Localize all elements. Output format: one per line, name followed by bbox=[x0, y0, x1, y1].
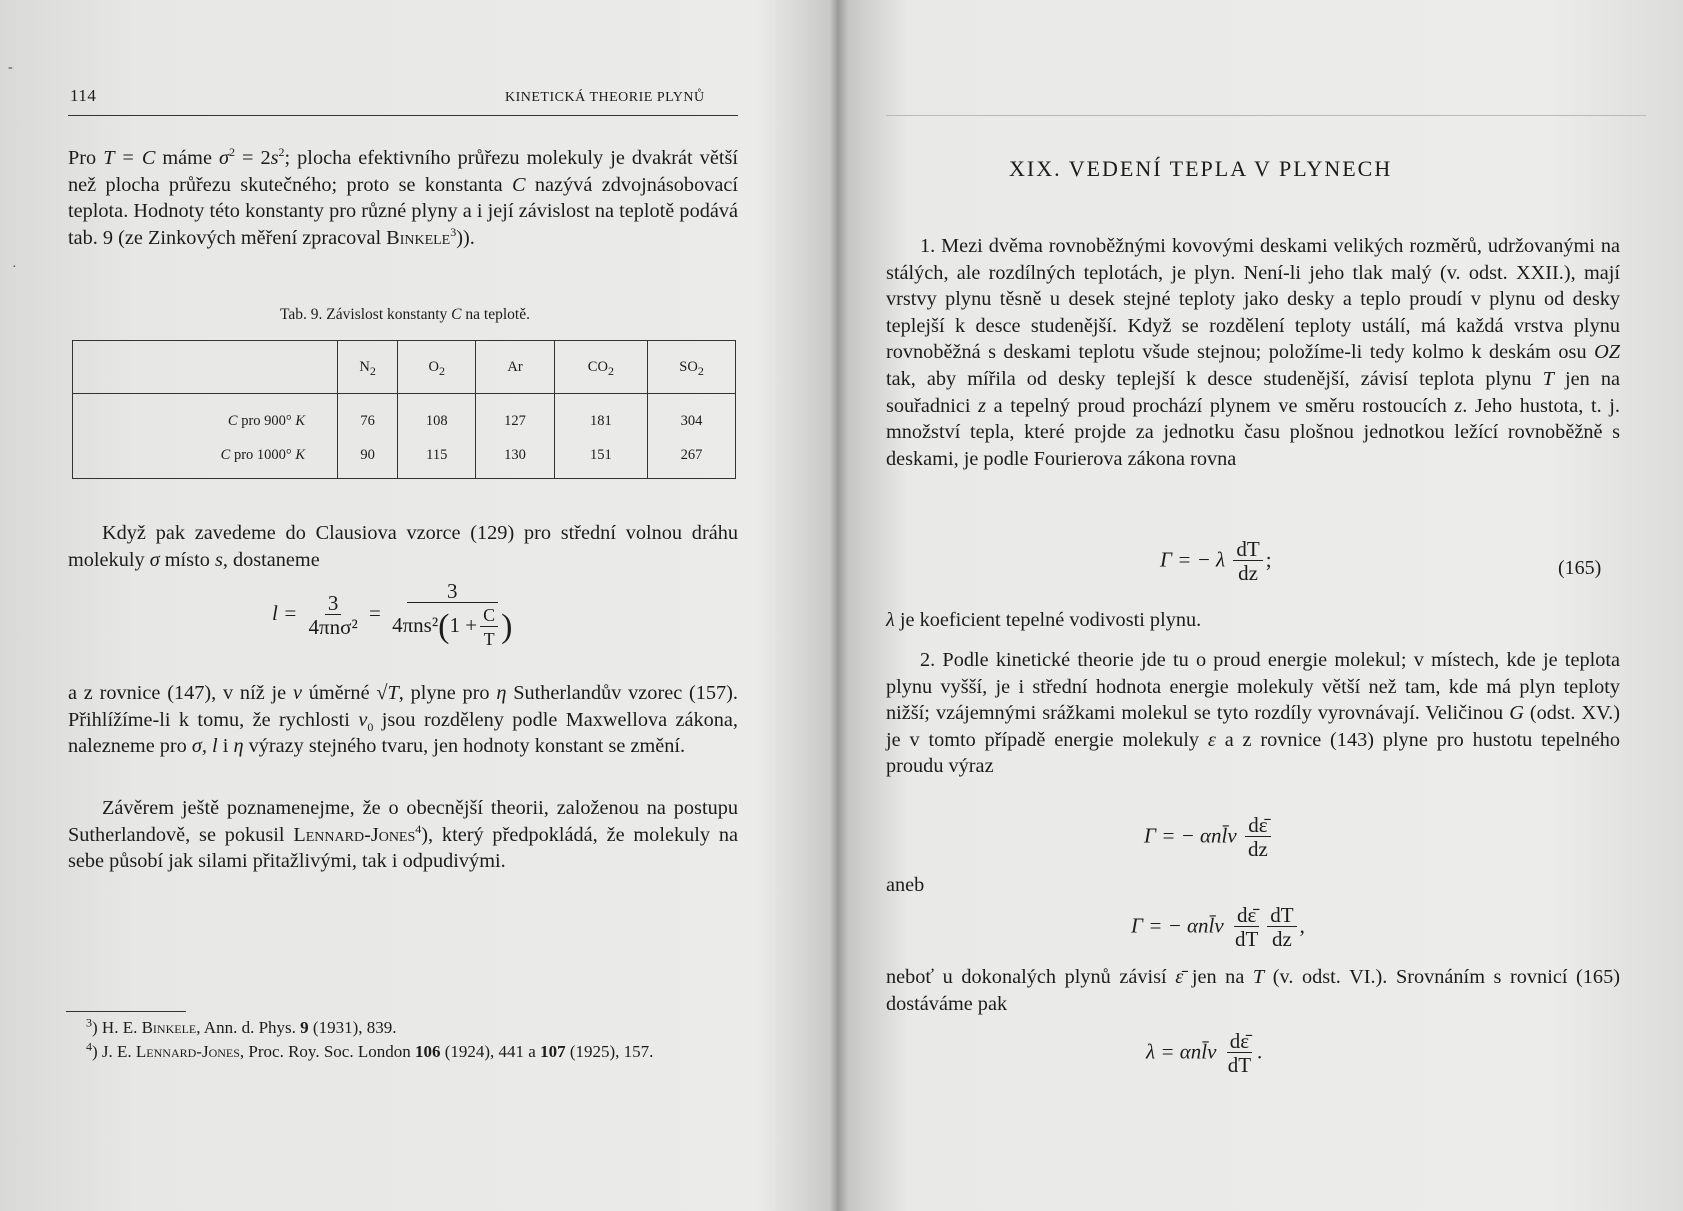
footnote: $^3$) H. E. Binkele, Ann. d. Phys. 9 (1931), 839. bbox=[86, 1015, 397, 1037]
table-header-cell: $N_2$ bbox=[338, 341, 398, 394]
constant-table bbox=[72, 340, 736, 479]
lambda-definition: λ je koeficient tepelné vodivosti plynu. bbox=[886, 609, 1202, 631]
paragraph-fourier: 1. Mezi dvěma rovnoběžnými kovovými deskami velikých rozměrů, udržovanými na stálých, ale rozdílných teplotách, je plyn. Není-li jeho tlak malý (v. odst. XXII.), mají vrstvy plynu těsně u desek stejné teploty jako desky a teplo proudí v plynu od desky teplejší k desce studenější. Když se rozdělení teploty ustálí, má každá vrstva plynu rovnoběžná s deskami teplotu všude stejnou; položíme-li tedy kolmo k deskám osu OZ tak, aby mířila od desky teplejší k desce studenější, závisí teplota plynu T jen na souřadnici z a tepelný proud prochází plynem ve směru rostoucích z. Jeho hustota, t. j. množství tepla, které projde za jednotku času plošnou jednotkou ležící rovnoběžně s deskami, je podle Fourierova zákona rovna bbox=[886, 235, 1620, 470]
table-cell: 151 bbox=[554, 438, 647, 479]
footnote-rule bbox=[66, 1011, 186, 1012]
table-row bbox=[73, 438, 736, 479]
equation-flux: Γ = − αnl̄v $\frac{d\varepsilon̄}{dz}$ bbox=[1144, 814, 1274, 861]
table-cell: 90 bbox=[338, 438, 398, 479]
table-cell: 304 bbox=[648, 394, 736, 439]
table-header-cell: $SO_2$ bbox=[648, 341, 736, 394]
footnote: $^4$) J. E. Lennard-Jones, Proc. Roy. Soc. London 106 (1924), 441 a 107 (1925), 157. bbox=[86, 1039, 654, 1061]
table-cell: 76 bbox=[338, 394, 398, 439]
paragraph-kinetic: 2. Podle kinetické theorie jde tu o proud energie molekul; v místech, kde je teplota plynu vyšší, je i střední hodnota energie molekuly větší než tam, kde má plyn teploty nižší; vzájemnými srážkami molekul se tyto rozdíly vyrovnávají. Veličinou G (odst. XV.) je v tomto případě energie molekuly ε a z rovnice (143) plyne pro hustotu tepelného proudu výraz bbox=[886, 649, 1621, 778]
right-page bbox=[826, 0, 1683, 1211]
equation-flux-chain: Γ = − αnl̄v $\frac{d\varepsilon̄}{dT}$ $\frac{dT}{dz}$ , bbox=[1131, 903, 1305, 951]
table-caption: Tab. 9. Závislost konstanty C na teplotě. bbox=[280, 306, 530, 323]
table-header-cell: $CO_2$ bbox=[554, 341, 647, 394]
table-cell: 115 bbox=[398, 438, 476, 479]
word-aneb: aneb bbox=[886, 874, 925, 896]
paragraph-sutherland: a z rovnice (147), v níž je v úměrné √T, plyne pro η Sutherlandův vzorec (157). Přihlížíme-li k tomu, že rychlosti $v_0$ jsou rozděleny podle Maxwellova zákona, nalezneme pro σ, l i η výrazy stejného tvaru, jen hodnoty konstant se změní. bbox=[68, 682, 738, 758]
equation-165: Γ = − λ $\frac{dT}{dz}$ ; bbox=[1160, 537, 1272, 585]
table-corner bbox=[73, 341, 338, 394]
table-row bbox=[73, 394, 736, 439]
table-cell: 130 bbox=[476, 438, 554, 479]
table-header-cell: $O_2$ bbox=[398, 341, 476, 394]
table-cell: 127 bbox=[476, 394, 554, 439]
left-page bbox=[0, 0, 816, 1211]
paragraph-intro: Pro T = C máme $\sigma^2 = 2s^2$; plocha efektivního průřezu molekuly je dvakrát větší než plocha průřezu skutečného; proto se konstanta C nazývá zdvojnásobovací teplota. Hodnoty této konstanty pro různé plyny a i její závislost na teplotě podává tab. 9 (ze Zinkových měření zpracoval Binkele$^3$)). bbox=[68, 145, 738, 249]
table-header-cell: Ar bbox=[476, 341, 554, 394]
paragraph-clausius: Když pak zavedeme do Clausiova vzorce (129) pro střední volnou dráhu molekuly σ místo s, dostaneme bbox=[68, 522, 738, 571]
equation-free-path: l = $\frac{3}{\text{4πnσ²}}$ = 3 4πns²(1 + $\frac{C}{T}$ ) bbox=[272, 579, 513, 649]
header-rule bbox=[68, 115, 738, 116]
running-head: KINETICKÁ THEORIE PLYNŮ bbox=[505, 90, 705, 105]
table-row-label: C pro 900° K bbox=[73, 394, 338, 439]
table-cell: 108 bbox=[398, 394, 476, 439]
page-number: 114 bbox=[70, 86, 97, 105]
table-header-row bbox=[73, 341, 736, 394]
equation-number: (165) bbox=[1558, 557, 1602, 579]
table-cell: 181 bbox=[554, 394, 647, 439]
scan-speck: - bbox=[8, 60, 13, 75]
paragraph-lennard-jones: Závěrem ještě poznamenejme, že o obecnější theorii, založenou na postupu Sutherlandově, se pokusil Lennard-Jones$^4$), který předpokládá, že molekuly na sebe působí jak silami přitažlivými, tak i odpudivými. bbox=[68, 797, 738, 873]
table-row-label: C pro 1000° K bbox=[73, 438, 338, 479]
equation-conductivity: λ = αnl̄v $\frac{d\varepsilon̄}{dT}$ . bbox=[1146, 1029, 1263, 1077]
table-cell: 267 bbox=[648, 438, 736, 479]
paragraph-comparison: neboť u dokonalých plynů závisí ε̄ jen na T (v. odst. VI.). Srovnáním s rovnicí (165) dostáváme pak bbox=[886, 966, 1620, 1015]
header-rule-bleed bbox=[886, 115, 1646, 116]
chapter-title: XIX. VEDENÍ TEPLA V PLYNECH bbox=[1009, 156, 1393, 181]
scan-speck: · bbox=[12, 260, 17, 275]
